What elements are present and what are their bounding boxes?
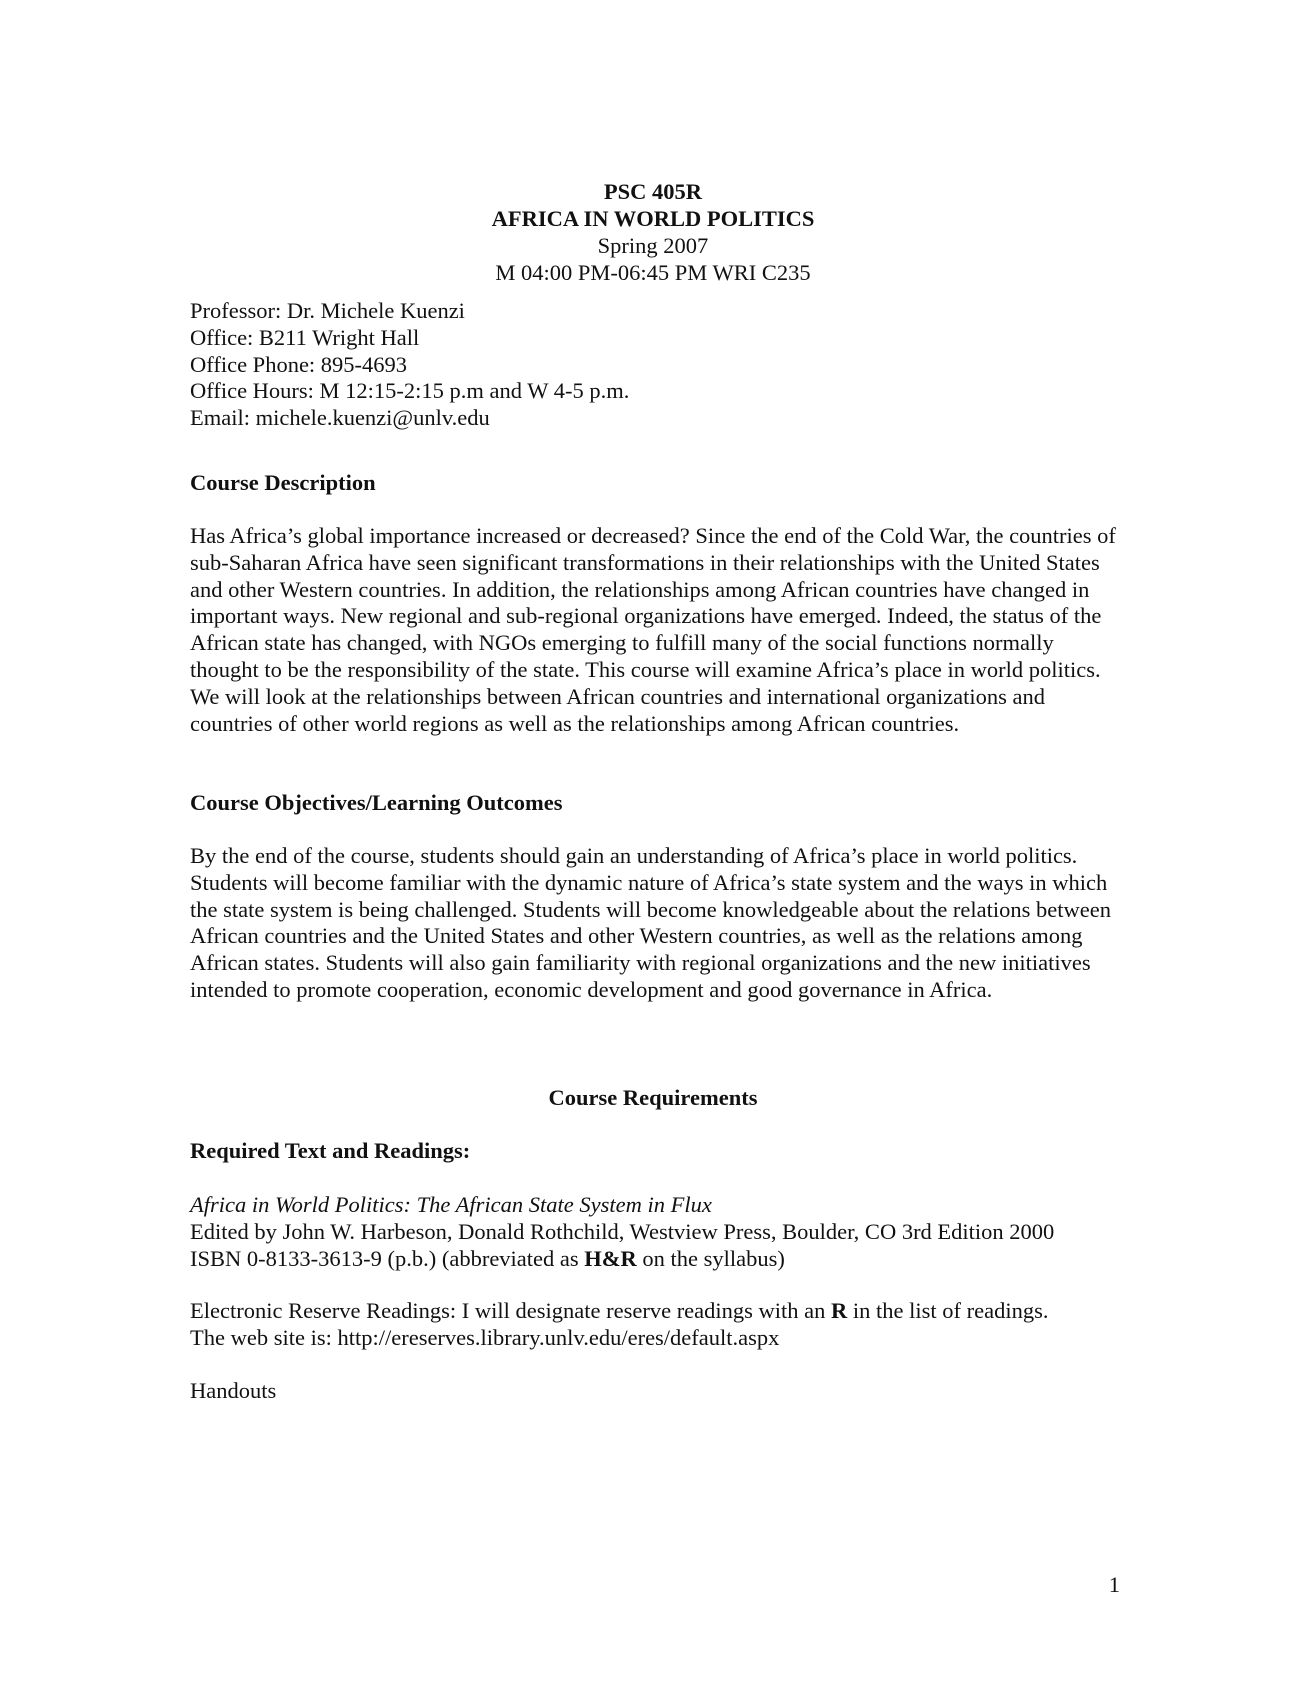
reserve-suffix: in the list of readings. xyxy=(847,1298,1049,1323)
course-term: Spring 2007 xyxy=(597,233,709,258)
description-heading: Course Description xyxy=(190,470,376,495)
isbn-prefix: ISBN 0-8133-3613-9 (p.b.) (abbreviated as xyxy=(190,1245,585,1271)
course-schedule: M 04:00 PM-06:45 PM WRI C235 xyxy=(495,260,811,285)
phone-line: Office Phone: 895-4693 xyxy=(190,351,408,377)
course-code: PSC 405R xyxy=(603,179,703,204)
course-title: AFRICA IN WORLD POLITICS xyxy=(491,206,815,231)
professor-line: Professor: Dr. Michele Kuenzi xyxy=(190,298,465,323)
objectives-text: By the end of the course, students should gain an understanding of Africa’s place in world politics. Students will become familiar with the dynamic nature of Africa’s state system and the ways in which the state system is being challenged. Students will become knowledgeable about the relations between African countries and the United States and other Western countries, as well as the relations among African states. Students will also gain familiarity with regional organizations and the new initiatives intended to promote cooperation, economic development and good governance in Africa. xyxy=(190,843,1111,1002)
handouts: Handouts xyxy=(190,1378,277,1403)
page-number: 1 xyxy=(1108,1572,1120,1597)
reserve-prefix: Electronic Reserve Readings: I will designate reserve readings with an xyxy=(190,1298,832,1323)
objectives-heading: Course Objectives/Learning Outcomes xyxy=(190,790,563,815)
contact-info xyxy=(190,298,1130,432)
required-text xyxy=(190,1192,1130,1272)
hours-line: Office Hours: M 12:15-2:15 p.m and W 4-5 p.m. xyxy=(190,378,630,404)
book-editors: Edited by John W. Harbeson, Donald Rothchild, Westview Press, Boulder, CO 3rd Edition 2000 xyxy=(190,1218,1055,1244)
requirements-heading: Course Requirements xyxy=(548,1085,758,1110)
email-line: Email: michele.kuenzi@unlv.edu xyxy=(190,405,490,431)
description-text: Has Africa’s global importance increased or decreased? Since the end of the Cold War, the countries of sub-Saharan Africa have seen significant transformations in their relationships with the United States and other Western countries. In addition, the relationships among African countries have changed in important ways. New regional and sub-regional organizations have emerged. Indeed, the status of the African state has changed, with NGOs emerging to fulfill many of the social functions normally thought to be the responsibility of the state. This course will examine Africa’s place in world politics. We will look at the relationships between African countries and international organizations and countries of other world regions as well as the relationships among African countries. xyxy=(190,523,1116,736)
isbn-abbreviation: H&R xyxy=(584,1245,637,1271)
readings-heading: Required Text and Readings: xyxy=(190,1138,471,1163)
reserve-mark: R xyxy=(831,1298,848,1323)
course-header xyxy=(0,178,1306,286)
reserve-line xyxy=(190,1298,1130,1325)
book-isbn xyxy=(190,1246,1130,1273)
reserve-readings xyxy=(190,1298,1130,1352)
office-line: Office: B211 Wright Hall xyxy=(190,324,420,350)
isbn-suffix: on the syllabus) xyxy=(636,1245,785,1271)
reserve-url: The web site is: http://ereserves.library.unlv.edu/eres/default.aspx xyxy=(190,1324,780,1350)
book-title: Africa in World Politics: The African State System in Flux xyxy=(190,1192,712,1217)
